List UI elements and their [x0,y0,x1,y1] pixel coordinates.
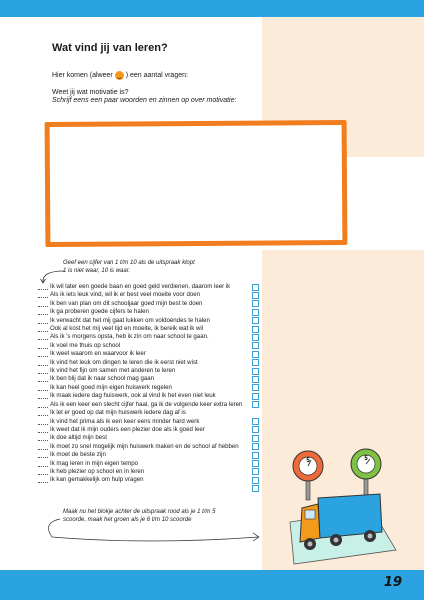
score-line[interactable] [38,457,48,458]
statement-text: Ik kan heel goed mijn eigen huiswerk regelen [50,383,172,391]
statement-row [38,434,270,442]
intro-line [52,71,188,80]
color-checkbox[interactable] [252,485,259,492]
statement-text: Ik doe altijd mijn best [50,434,107,442]
statement-text: Ik ben blij dat ik naar school mag gaan [50,375,154,383]
motivation-question: Weet jij wat motivatie is? [52,89,129,96]
rating-instruction [63,259,195,275]
color-instruction-line2: scoorde, maak het groen als je 6 t/m 10 scoorde [63,517,192,523]
score-line[interactable] [38,482,48,483]
score-line[interactable] [38,306,48,307]
statement-text: Ik mag leren in mijn eigen tempo [50,459,139,467]
score-line[interactable] [38,289,48,290]
statement-text: Ik weet waarom en waarvoor ik leer [50,350,146,358]
score-line[interactable] [38,474,48,475]
statement-text: Ik ga proberen goede cijfers te halen [50,308,149,316]
statement-row [38,409,270,417]
statement-list [38,283,270,485]
statement-row [38,451,270,459]
score-line[interactable] [38,381,48,382]
statement-row [38,317,270,325]
intro-text-before: Hier komen (alweer [52,72,113,79]
color-checkbox[interactable] [252,317,259,324]
statement-text: Ik vind het prima als ik een keer eens minder hard werk [50,417,200,425]
score-line[interactable] [38,449,48,450]
score-line[interactable] [38,432,48,433]
statement-row [38,460,270,468]
statement-row [38,476,270,484]
right-light-label: 5 [364,456,368,462]
statement-text: Ik maak iedere dag huiswerk, ook al vind ik het even niet leuk [50,392,216,400]
color-checkbox[interactable] [252,351,259,358]
intro-text-after: ) een aantal vragen: [125,72,188,79]
score-line[interactable] [38,466,48,467]
page-title: Wat vind jij van leren? [52,42,168,54]
statement-text: Ik let er goed op dat mijn huiswerk iedere dag af is [50,409,186,417]
statement-text: Als ik 's morgens opsta, heb ik zin om naar school te gaan. [50,333,209,341]
score-line[interactable] [38,424,48,425]
statement-row [38,300,270,308]
statement-row [38,468,270,476]
bottom-blue-bar [0,570,424,600]
score-line[interactable] [38,323,48,324]
score-line[interactable] [38,398,48,399]
score-line[interactable] [38,356,48,357]
left-light-label: 5 [306,458,310,464]
color-checkbox[interactable] [252,452,259,459]
color-checkbox[interactable] [252,393,259,400]
color-checkbox[interactable] [252,401,259,408]
statement-text: Ik heb plezier op school en in leren [50,467,145,475]
color-checkbox[interactable] [252,384,259,391]
statement-text: Ik moet zo snel mogelijk mijn huiswerk maken en de school af hebben [50,442,239,450]
statement-text: Ik vind het fijn om samen met anderen te leren [50,367,176,375]
color-checkbox[interactable] [252,468,259,475]
statement-text: Ik voel me thuis op school [50,341,121,349]
color-checkbox[interactable] [252,284,259,291]
rating-instruction-line1: Geef een cijfer van 1 t/m 10 als de uitspraak klopt [63,260,195,266]
statement-row [38,283,270,291]
statement-text: Ik wil later een goede baan en goed geld verdienen, daarom leer ik [50,283,231,290]
curved-arrow-icon [38,515,278,545]
statement-row [38,325,270,333]
rating-instruction-line2: 1 is niet waar, 10 is waar. [63,268,131,274]
score-line[interactable] [38,314,48,315]
score-line[interactable] [38,339,48,340]
color-checkbox[interactable] [252,309,259,316]
score-line[interactable] [38,415,48,416]
color-instruction-line1: Maak nu het blokje achter de uitspraak rood als je 1 t/m 5 [63,509,216,515]
score-line[interactable] [38,440,48,441]
score-line[interactable] [38,331,48,332]
statement-row [38,443,270,451]
color-checkbox[interactable] [252,460,259,467]
color-checkbox[interactable] [252,477,259,484]
score-line[interactable] [38,348,48,349]
statement-row [38,418,270,426]
statement-row [38,333,270,341]
color-checkbox[interactable] [252,418,259,425]
down-arrow-icon [40,270,66,284]
score-line[interactable] [38,373,48,374]
color-checkbox[interactable] [252,326,259,333]
statement-row [38,401,270,409]
score-line[interactable] [38,365,48,366]
statement-text: Ik kan gemakkelijk om hulp vragen [50,476,144,484]
statement-text: Ik moet de beste zijn [50,451,106,459]
statement-text: Ik ben van plan om dit schooljaar goed mijn best te doen [50,299,203,307]
statement-row [38,384,270,392]
statement-text: Als ik een keer een slecht cijfer haal, ga ik de volgende keer extra leren [50,400,243,408]
robot-truck-illustration [272,440,402,570]
color-checkbox[interactable] [252,292,259,299]
page-number: 19 [383,575,402,590]
color-checkbox[interactable] [252,435,259,442]
statement-row [38,350,270,358]
color-checkbox[interactable] [252,334,259,341]
color-checkbox[interactable] [252,368,259,375]
statement-row [38,375,270,383]
color-checkbox[interactable] [252,359,259,366]
top-blue-bar [0,0,424,17]
statement-text: Ik weet dat ik mijn ouders een plezier doe als ik goed leer [50,425,205,433]
statement-row [38,291,270,299]
motivation-answer-box[interactable] [45,120,348,247]
score-line[interactable] [38,297,48,298]
statement-row [38,392,270,400]
statement-row [38,359,270,367]
color-checkbox[interactable] [252,376,259,383]
statement-text: Als ik iets leuk vind, wil ik er best veel moeite voor doen [50,291,201,299]
color-checkbox[interactable] [252,443,259,450]
statement-row [38,308,270,316]
motivation-instruction: Schrijf eens een paar woorden en zinnen op over motivatie: [52,97,237,104]
statement-text: Ik vind het leuk om dingen te leren die ik eerst niet wist [50,358,198,366]
statement-text: Ik verwacht dat het mij gaat lukken om voldoendes te halen [50,316,210,324]
statement-text: Ook al kost het mij veel tijd en moeite, ik bereik wat ik wil [50,325,204,333]
statement-row [38,342,270,350]
color-checkbox[interactable] [252,342,259,349]
score-line[interactable] [38,407,48,408]
score-line[interactable] [38,390,48,391]
color-checkbox[interactable] [252,300,259,307]
statement-row [38,367,270,375]
color-checkbox[interactable] [252,426,259,433]
statement-row [38,426,270,434]
smiley-icon [115,71,124,80]
color-box-column [252,283,259,493]
